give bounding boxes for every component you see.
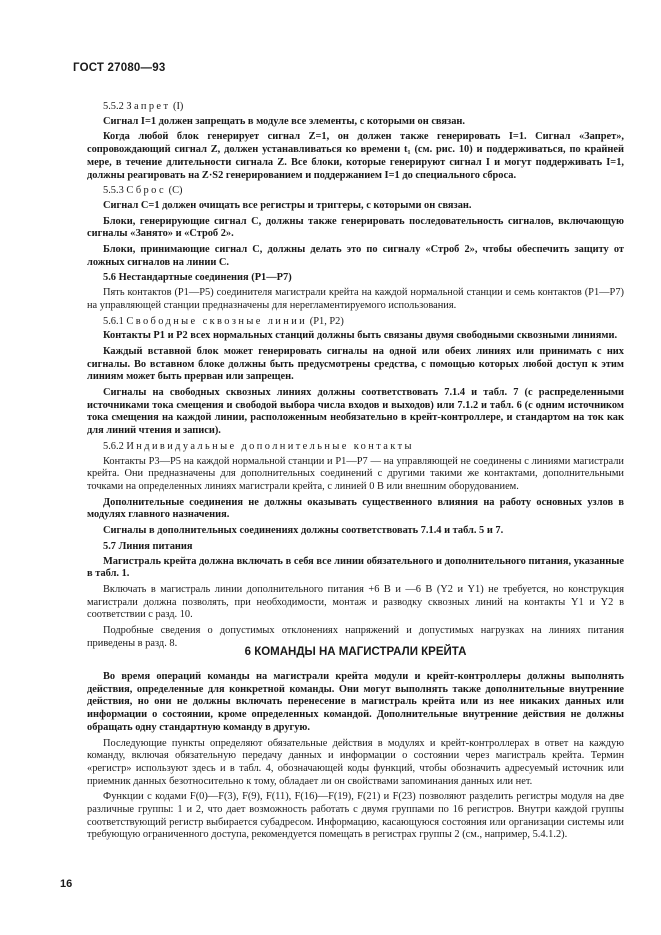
paragraph: Функции с кодами F(0)—F(3), F(9), F(11), F(16)—F(19), F(21) и F(23) позволяют разделить регистры модуля на две различные группы: 1 и 2, что дает возможность работать с двумя группами по 16 регистров. Внутри каждой группы соответствующий регистр выбирается субадресом. Информацию, касающуюся состояния или организации системы или требующую ограниченного доступа, рекомендуется помещать в регистрах группы 2 (см., например, 5.4.1.2). — [87, 791, 624, 841]
paragraph: Блоки, генерирующие сигнал C, должны также генерировать последовательность сигналов, включающую сигналы «Занято» и «Строб 2». — [87, 215, 624, 240]
paragraph: Во время операций команды на магистрали крейта модули и крейт-контроллеры должны выполнять действия, определенные для конкретной команды. Они могут выполнять также дополнительные внутренние действия, но они не должны включать перенесение в магистраль крейта или из нее никаких данных или информации о состоянии, кроме определенных командой. Дополнительные внутренние действия не должны обращать одну стандартную команду в другую. — [87, 671, 624, 733]
paragraph: Последующие пункты определяют обязательные действия в модулях и крейт-контроллерах в ответ на каждую команду, включая обязательную передачу данных и информации о состоянии через магистраль крейта. Термин «регистр» используют здесь и в табл. 4, обозначающей коды функций, чтобы обозначить адресуемый источник или приемник данных безотносительно к тому, обладает ли он свойствами запоминания данных или нет. — [87, 737, 624, 787]
section-heading-5-5-2: 5.5.2 Запрет (I) — [103, 101, 184, 112]
section-heading-5-6-1: 5.6.1 Свободные сквозные линии (P1, P2) — [103, 315, 344, 327]
section-heading-5-6-2: 5.6.2 Индивидуальные дополнительные контакты — [103, 440, 414, 452]
paragraph: Дополнительные соединения не должны оказывать существенного влияния на работу основных узлов в модулях главного назначения. — [87, 496, 624, 521]
paragraph: Включать в магистраль линии дополнительного питания +6 В и —6 В (Y2 и Y1) не требуется, но конструкция магистрали должна позволять, при необходимости, монтаж и разводку сквозных линий на контакты Y1 и Y2 в соответствии с разд. 10. — [87, 583, 624, 621]
section-heading-5-6: 5.6 Нестандартные соединения (P1—P7) — [103, 272, 292, 284]
paragraph: Каждый вставной блок может генерировать сигналы на одной или обеих линиях или принимать с них сигналы. Во вставном блоке должны быть предусмотрены средства, с помощью которых любой доступ к этим линиям может быть прерван или запрещен. — [87, 345, 624, 383]
paragraph: Сигнал I=1 должен запрещать в модуле все элементы, с которыми он связан. — [103, 115, 465, 127]
page-number: 16 — [60, 878, 73, 890]
paragraph: Контакты P3—P5 на каждой нормальной станции и P1—P7 — на управляющей не соединены с линиями магистрали крейта. Они предназначены для дополнительных соединений с другими такими же контактами, дополнительными точками на определенных линиях магистрали крейта, с линией 0 В или внешним оборудованием. — [87, 455, 624, 492]
section-heading-5-7: 5.7 Линия питания — [103, 540, 193, 552]
paragraph: Блоки, принимающие сигнал C, должны делать это по сигналу «Строб 2», чтобы обеспечить защиту от ложных сигналов на линии C. — [87, 244, 624, 268]
paragraph: Когда любой блок генерирует сигнал Z=1, он должен также генерировать I=1. Сигнал «Запрет», сопровождающий сигнал Z, должен устанавливаться ко времени t₁ (см. рис. 10) и поддерживаться, по крайней мере, в течение длительности сигнала Z. Все блоки, которые генерируют сигнал I и могут поддерживать I=1, должны реагировать на Z·S2 генерированием и поддержанием I=1 до специального сброса. — [87, 131, 624, 181]
paragraph: Пять контактов (P1—P5) соединителя магистрали крейта на каждой нормальной станции и семь контактов (P1—P7) на управляющей станции предназначены для нерегламентируемого использования. — [87, 287, 624, 311]
paragraph: Сигналы на свободных сквозных линиях должны соответствовать 7.1.4 и табл. 7 (с распределенными источниками тока смещения и свободой выбора числа входов и выходов) или 7.1.2 и табл. 6 (с одним источником тока смещения на каждой линии, расположенным необязательно в крейт-контроллере, и стандартом на ток как для линий чтения и записи). — [87, 387, 624, 437]
section-title-6: 6 КОМАНДЫ НА МАГИСТРАЛИ КРЕЙТА — [244, 646, 467, 658]
paragraph: Сигналы в дополнительных соединениях должны соответствовать 7.1.4 и табл. 5 и 7. — [103, 525, 504, 537]
paragraph: Сигнал C=1 должен очищать все регистры и триггеры, с которыми он связан. — [103, 199, 472, 211]
main-text — [87, 101, 624, 653]
section-heading-5-5-3: 5.5.3 Сброс (C) — [103, 185, 183, 197]
paragraph: Магистраль крейта должна включать в себя все линии обязательного и дополнительного питания, указанные в табл. 1. — [87, 555, 624, 580]
paragraph: Подробные сведения о допустимых отклонениях напряжений и допустимых нагрузках на линиях питания приведены в разд. 8. — [87, 625, 624, 649]
section-6-text — [87, 671, 624, 845]
standard-header: ГОСТ 27080—93 — [73, 62, 166, 74]
paragraph: Контакты P1 и P2 всех нормальных станций должны быть связаны двумя свободными сквозными линиями. — [103, 330, 618, 342]
